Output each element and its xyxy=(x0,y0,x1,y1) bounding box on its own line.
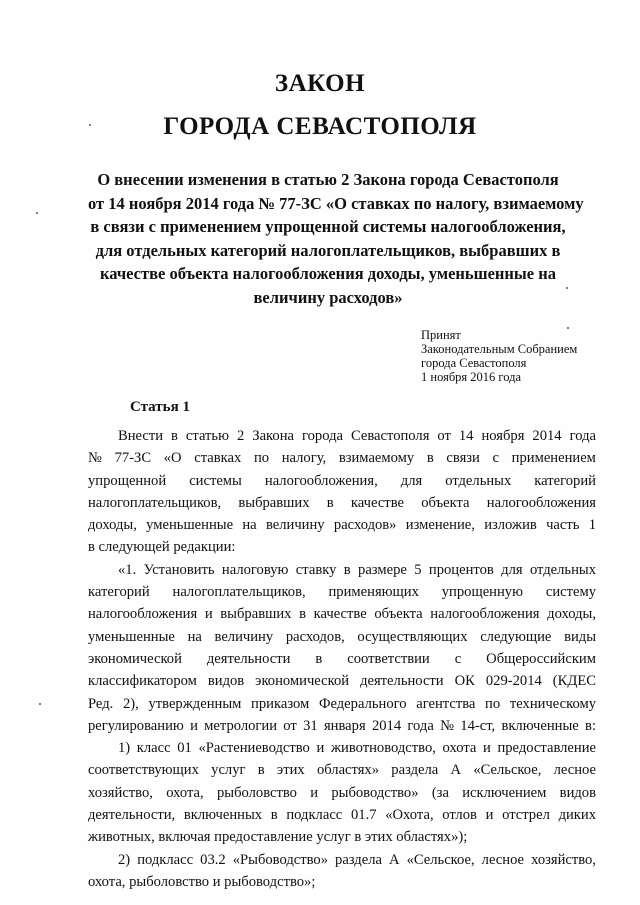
body-text: 2) подкласс 03.2 «Рыбоводство» раздела А «Сельское, лесное хозяйство, xyxy=(118,851,596,868)
body-word: применяющих xyxy=(328,584,419,601)
body-word: на xyxy=(242,517,257,534)
body-word: выбравших xyxy=(238,494,310,511)
body-word: величину xyxy=(265,517,325,534)
body-line xyxy=(88,782,596,804)
body-line xyxy=(88,826,596,848)
body-word: часть xyxy=(546,517,580,534)
adoption-line: Принят xyxy=(421,328,461,342)
body-word: систему xyxy=(545,584,596,601)
body-word: в xyxy=(315,650,323,667)
body-word: связи xyxy=(446,450,480,467)
body-text: налогообложения и выбравших в качестве объекта налогообложения доходы, xyxy=(88,606,596,623)
body-word: налогоплательщиков, xyxy=(172,584,306,601)
body-word: соответствии xyxy=(347,650,430,667)
scan-speck xyxy=(89,124,91,126)
body-word: качестве xyxy=(350,494,404,511)
body-text: охота, рыболовство и рыбоводство»; xyxy=(88,873,316,890)
body-word: с xyxy=(492,450,500,467)
body-line xyxy=(88,514,596,536)
body-word: 77-ЗС xyxy=(114,450,152,467)
body-text: уменьшенные на величину расходов, осуществляющих следующие виды xyxy=(88,628,596,645)
subtitle-line: в связи с применением упрощенной системы налогообложения, xyxy=(90,217,566,236)
article-body xyxy=(88,425,596,893)
adoption-line: 1 ноября 2016 года xyxy=(421,370,522,384)
body-word: изменение, xyxy=(405,517,475,534)
body-word: для xyxy=(400,472,423,489)
body-word: изложив xyxy=(484,517,537,534)
body-word: с xyxy=(454,650,462,667)
body-text: регулированию и метрологии от 31 января 2014 года № 14-ст, включенные в: xyxy=(88,717,596,734)
body-word: налогообложения xyxy=(486,494,596,511)
body-line xyxy=(88,871,596,893)
body-text: 1) класс 01 «Растениеводство и животноводство, охота и предоставление xyxy=(118,740,596,757)
body-line xyxy=(88,759,596,781)
body-word: по xyxy=(253,450,270,467)
body-word: 1 xyxy=(588,517,596,534)
body-word: отдельных xyxy=(445,472,512,489)
body-word: системы xyxy=(189,472,242,489)
body-line xyxy=(88,648,596,670)
body-word: «О xyxy=(163,450,182,467)
adoption-line: Законодательным Собранием xyxy=(421,342,578,356)
body-line xyxy=(88,849,596,871)
body-line xyxy=(88,425,596,447)
body-word: Общероссийским xyxy=(486,650,596,667)
body-word: № xyxy=(88,450,102,467)
law-city-title: ГОРОДА СЕВАСТОПОЛЯ xyxy=(163,113,477,140)
subtitle-line: от 14 ноября 2014 года № 77-ЗС «О ставках по налогу, взимаемому xyxy=(88,193,584,213)
body-word: взимаемому xyxy=(338,450,415,467)
body-word: в xyxy=(326,494,334,511)
body-line xyxy=(88,581,596,603)
body-word: категорий xyxy=(534,472,596,489)
body-text: классификатором видов экономической деятельности ОК 029-2014 (КДЕС xyxy=(88,673,596,690)
body-word: доходы, xyxy=(88,517,137,534)
body-text: соответствующих услуг в этих областях» раздела А «Сельское, лесное xyxy=(88,762,596,779)
body-word: налогообложения, xyxy=(264,472,378,489)
law-title: ЗАКОН xyxy=(274,70,366,97)
body-line xyxy=(88,447,596,469)
body-word: уменьшенные xyxy=(146,517,234,534)
scan-speck xyxy=(566,287,568,289)
adoption-line: города Севастополя xyxy=(421,356,527,370)
body-word: упрощенной xyxy=(88,472,167,489)
body-word: расходов» xyxy=(333,517,397,534)
body-line xyxy=(88,492,596,514)
body-word: в xyxy=(426,450,434,467)
body-line xyxy=(88,670,596,692)
body-word: применением xyxy=(511,450,596,467)
body-text: деятельности, включенных в подкласс 01.7 «Охота, отлов и отстрел диких xyxy=(88,807,596,824)
adoption-note xyxy=(421,328,577,384)
body-word: объекта xyxy=(421,494,470,511)
body-line xyxy=(88,559,596,581)
subtitle-line: величину расходов» xyxy=(253,287,403,307)
body-text: животных, включая предоставление услуг в этих областях»); xyxy=(88,829,468,846)
body-word: категорий xyxy=(88,584,150,601)
body-word: налогоплательщиков, xyxy=(88,494,222,511)
body-text: Ред. 2), утвержденным приказом Федерального агентства по техническому xyxy=(88,695,596,712)
body-line xyxy=(88,693,596,715)
body-word: налогу, xyxy=(281,450,327,467)
scan-speck xyxy=(567,327,569,329)
body-text: Внести в статью 2 Закона города Севастополя от 14 ноября 2014 года xyxy=(118,428,596,444)
body-text: хозяйство, охота, рыболовство и рыбоводство» (за исключением видов xyxy=(88,784,596,801)
body-line xyxy=(88,470,596,492)
body-line xyxy=(88,626,596,648)
law-subtitle xyxy=(88,168,584,309)
article-heading: Статья 1 xyxy=(130,399,190,415)
body-word: ставках xyxy=(194,450,242,467)
body-word: деятельности xyxy=(206,650,291,667)
body-word: экономической xyxy=(88,650,182,667)
body-word: упрощенную xyxy=(441,584,523,601)
body-line xyxy=(88,715,596,737)
scan-speck xyxy=(39,703,41,705)
body-line xyxy=(88,737,596,759)
subtitle-line: О внесении изменения в статью 2 Закона города Севастополя xyxy=(97,170,559,189)
body-line xyxy=(88,603,596,625)
subtitle-line: качестве объекта налогообложения доходы, уменьшенные на xyxy=(100,264,556,283)
subtitle-line: для отдельных категорий налогоплательщиков, выбравших в xyxy=(95,240,561,260)
body-text: «1. Установить налоговую ставку в размере 5 процентов для отдельных xyxy=(118,561,596,578)
scan-speck xyxy=(36,212,38,214)
body-line xyxy=(88,536,596,558)
body-line xyxy=(88,804,596,826)
body-text: в следующей редакции: xyxy=(88,539,236,556)
